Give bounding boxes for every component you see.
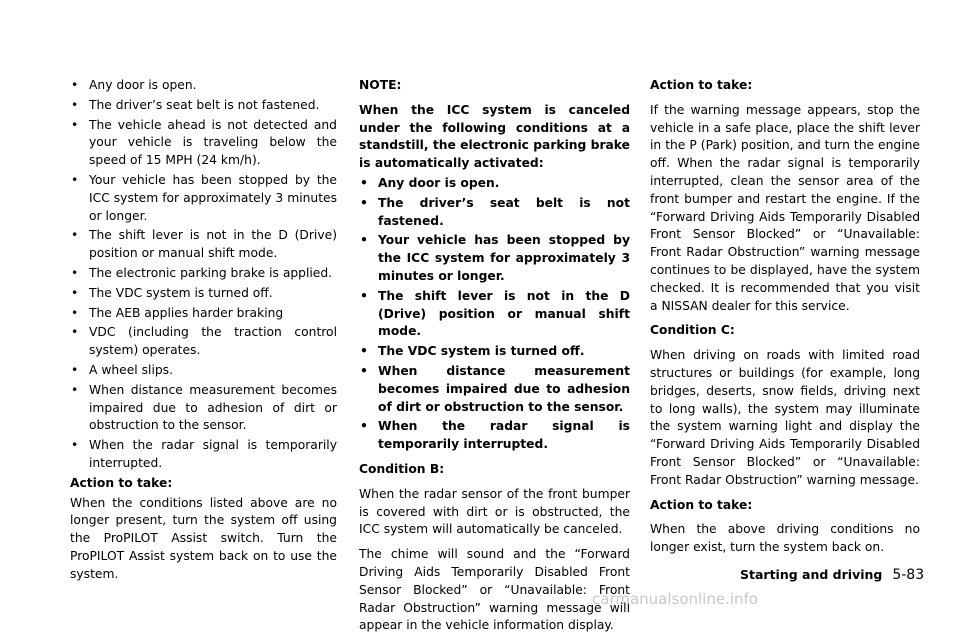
list-item: • When the radar signal is temporarily interrupted. (359, 418, 630, 454)
note-heading: NOTE: (359, 78, 402, 92)
action-heading: Action to take: (650, 497, 753, 512)
list-item: • Any door is open. (359, 175, 630, 193)
condition-b-text: When the radar sensor of the front bumper is covered with dirt or is obstructed, the ICC system will automatically be canceled. (359, 486, 630, 537)
condition-c-text: When driving on roads with limited road structures or buildings (for example, long bridges, deserts, snow fields, driving next to long walls), the system may illuminate the system warning light and display the “Forward Driving Aids Temporarily Disabled Front Sensor Blocked” or “Unavailable: Front Radar Obstruction” warning message. (650, 348, 920, 487)
section-title: Starting and driving (740, 567, 883, 582)
list-item: • When distance measurement becomes impaired due to adhesion of dirt or obstruction to the sensor. (359, 363, 630, 416)
action-text: If the warning message appears, stop the vehicle in a safe place, place the shift lever in the P (Park) position, and turn the engine off. When the radar signal is temporarily interrupted, clean the sensor area of the front bumper and restart the engine. If the “Forward Driving Aids Temporarily Disabled Front Sensor Blocked” or “Unavailable: Front Radar Obstruction” warning message continues to be displayed, have the system checked. It is recommended that you visit a NISSAN dealer for this service. (650, 102, 920, 313)
column-2 (359, 77, 630, 642)
action-heading: Action to take: (70, 475, 173, 490)
list-item: • The vehicle ahead is not detected and your vehicle is traveling below the speed of 15 MPH (24 km/h). (70, 117, 337, 170)
list-item: • A wheel slips. (70, 362, 337, 380)
column-1 (70, 77, 337, 591)
page-footer (740, 567, 925, 583)
list-item: • VDC (including the traction control system) operates. (70, 324, 337, 360)
cancel-conditions-list (70, 77, 337, 473)
list-item: • The electronic parking brake is applied. (70, 265, 337, 283)
list-item: • The shift lever is not in the D (Drive) position or manual shift mode. (70, 227, 337, 263)
list-item: • Any door is open. (70, 77, 337, 95)
note-conditions-list (359, 175, 630, 454)
list-item: • When the radar signal is temporarily interrupted. (70, 437, 337, 473)
note-text: When the ICC system is canceled under the following conditions at a standstill, the electronic parking brake is automatically activated: (359, 102, 630, 171)
condition-b-text: The chime will sound and the “Forward Driving Aids Temporarily Disabled Front Sensor Blocked” or “Unavailable: Front Radar Obstruction” warning message will appear in the vehicle information display. (359, 547, 630, 633)
action-heading: Action to take: (650, 78, 753, 92)
action-text: When the above driving conditions no longer exist, turn the system back on. (650, 522, 920, 555)
list-item: • The VDC system is turned off. (70, 285, 337, 303)
list-item: • The driver’s seat belt is not fastened. (359, 195, 630, 231)
list-item: • The AEB applies harder braking (70, 305, 337, 323)
action-text: When the conditions listed above are no longer present, turn the system off using the ProPILOT Assist switch. Turn the ProPILOT Assist system back on to use the system. (70, 495, 337, 581)
list-item: • When distance measurement becomes impaired due to adhesion of dirt or obstruction to the sensor. (70, 382, 337, 435)
list-item: • The shift lever is not in the D (Drive) position or manual shift mode. (359, 288, 630, 341)
list-item: • The driver’s seat belt is not fastened. (70, 97, 337, 115)
page-number: 5-83 (892, 567, 925, 583)
condition-c-heading: Condition C: (650, 323, 735, 338)
list-item: • The VDC system is turned off. (359, 343, 630, 361)
condition-b-heading: Condition B: (359, 461, 445, 476)
column-3 (650, 77, 920, 564)
watermark: carmanualsonline.info (592, 590, 758, 608)
list-item: • Your vehicle has been stopped by the ICC system for approximately 3 minutes or longer. (359, 232, 630, 285)
list-item: • Your vehicle has been stopped by the ICC system for approximately 3 minutes or longer. (70, 172, 337, 225)
